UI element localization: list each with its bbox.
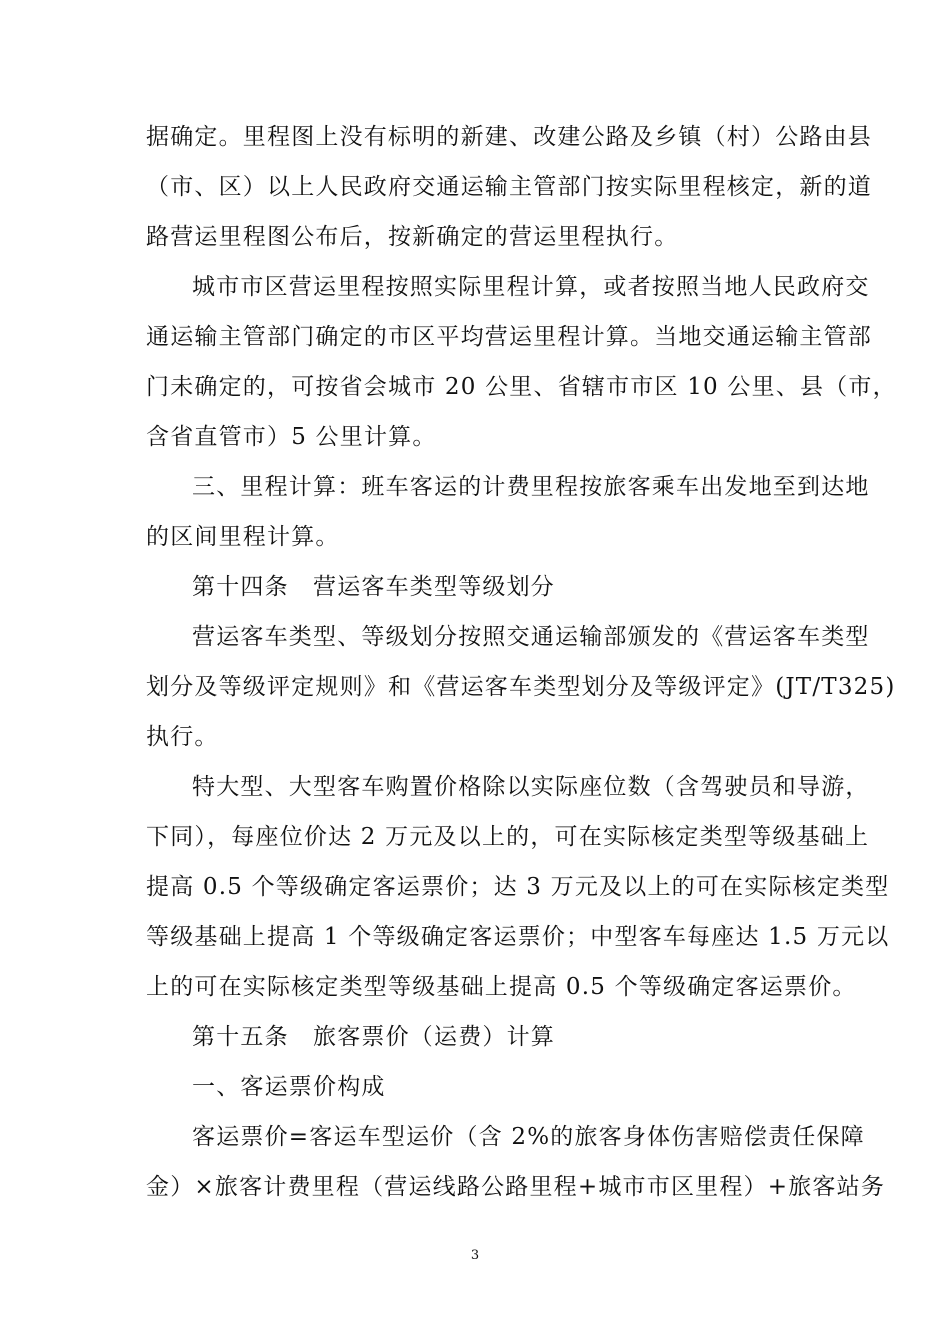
text-line: 客运票价=客运车型运价（含 2%的旅客身体伤害赔偿责任保障	[192, 1124, 865, 1150]
text-line: 通运输主管部门确定的市区平均营运里程计算。当地交通运输主管部	[146, 324, 872, 350]
text-line: 门未确定的，可按省会城市 20 公里、省辖市市区 10 公里、县（市，	[146, 374, 897, 400]
text-line: 划分及等级评定规则》和《营运客车类型划分及等级评定》(JT/T325)	[146, 674, 896, 700]
text-line: （市、区）以上人民政府交通运输主管部门按实际里程核定，新的道	[146, 174, 872, 200]
section-heading: 第十四条 营运客车类型等级划分	[192, 574, 555, 600]
text-line: 的区间里程计算。	[146, 524, 340, 550]
text-line: 金）×旅客计费里程（营运线路公路里程+城市市区里程）+旅客站务	[146, 1174, 886, 1200]
section-heading: 第十五条 旅客票价（运费）计算	[192, 1024, 555, 1050]
text-line: 提高 0.5 个等级确定客运票价；达 3 万元及以上的可在实际核定类型	[146, 874, 890, 900]
text-line: 下同），每座位价达 2 万元及以上的，可在实际核定类型等级基础上	[146, 824, 870, 850]
text-line: 执行。	[146, 724, 219, 750]
text-line: 据确定。里程图上没有标明的新建、改建公路及乡镇（村）公路由县	[146, 124, 872, 150]
text-line: 一、客运票价构成	[192, 1074, 386, 1100]
page-number: 3	[470, 1248, 480, 1263]
text-line: 含省直管市）5 公里计算。	[146, 424, 437, 450]
text-line: 营运客车类型、等级划分按照交通运输部颁发的《营运客车类型	[192, 624, 870, 650]
text-line: 特大型、大型客车购置价格除以实际座位数（含驾驶员和导游，	[192, 774, 870, 800]
text-line: 三、里程计算：班车客运的计费里程按旅客乘车出发地至到达地	[192, 474, 870, 500]
text-line: 城市市区营运里程按照实际里程计算，或者按照当地人民政府交	[192, 274, 870, 300]
text-line: 等级基础上提高 1 个等级确定客运票价；中型客车每座达 1.5 万元以	[146, 924, 890, 950]
text-line: 上的可在实际核定类型等级基础上提高 0.5 个等级确定客运票价。	[146, 974, 857, 1000]
text-line: 路营运里程图公布后，按新确定的营运里程执行。	[146, 224, 679, 250]
